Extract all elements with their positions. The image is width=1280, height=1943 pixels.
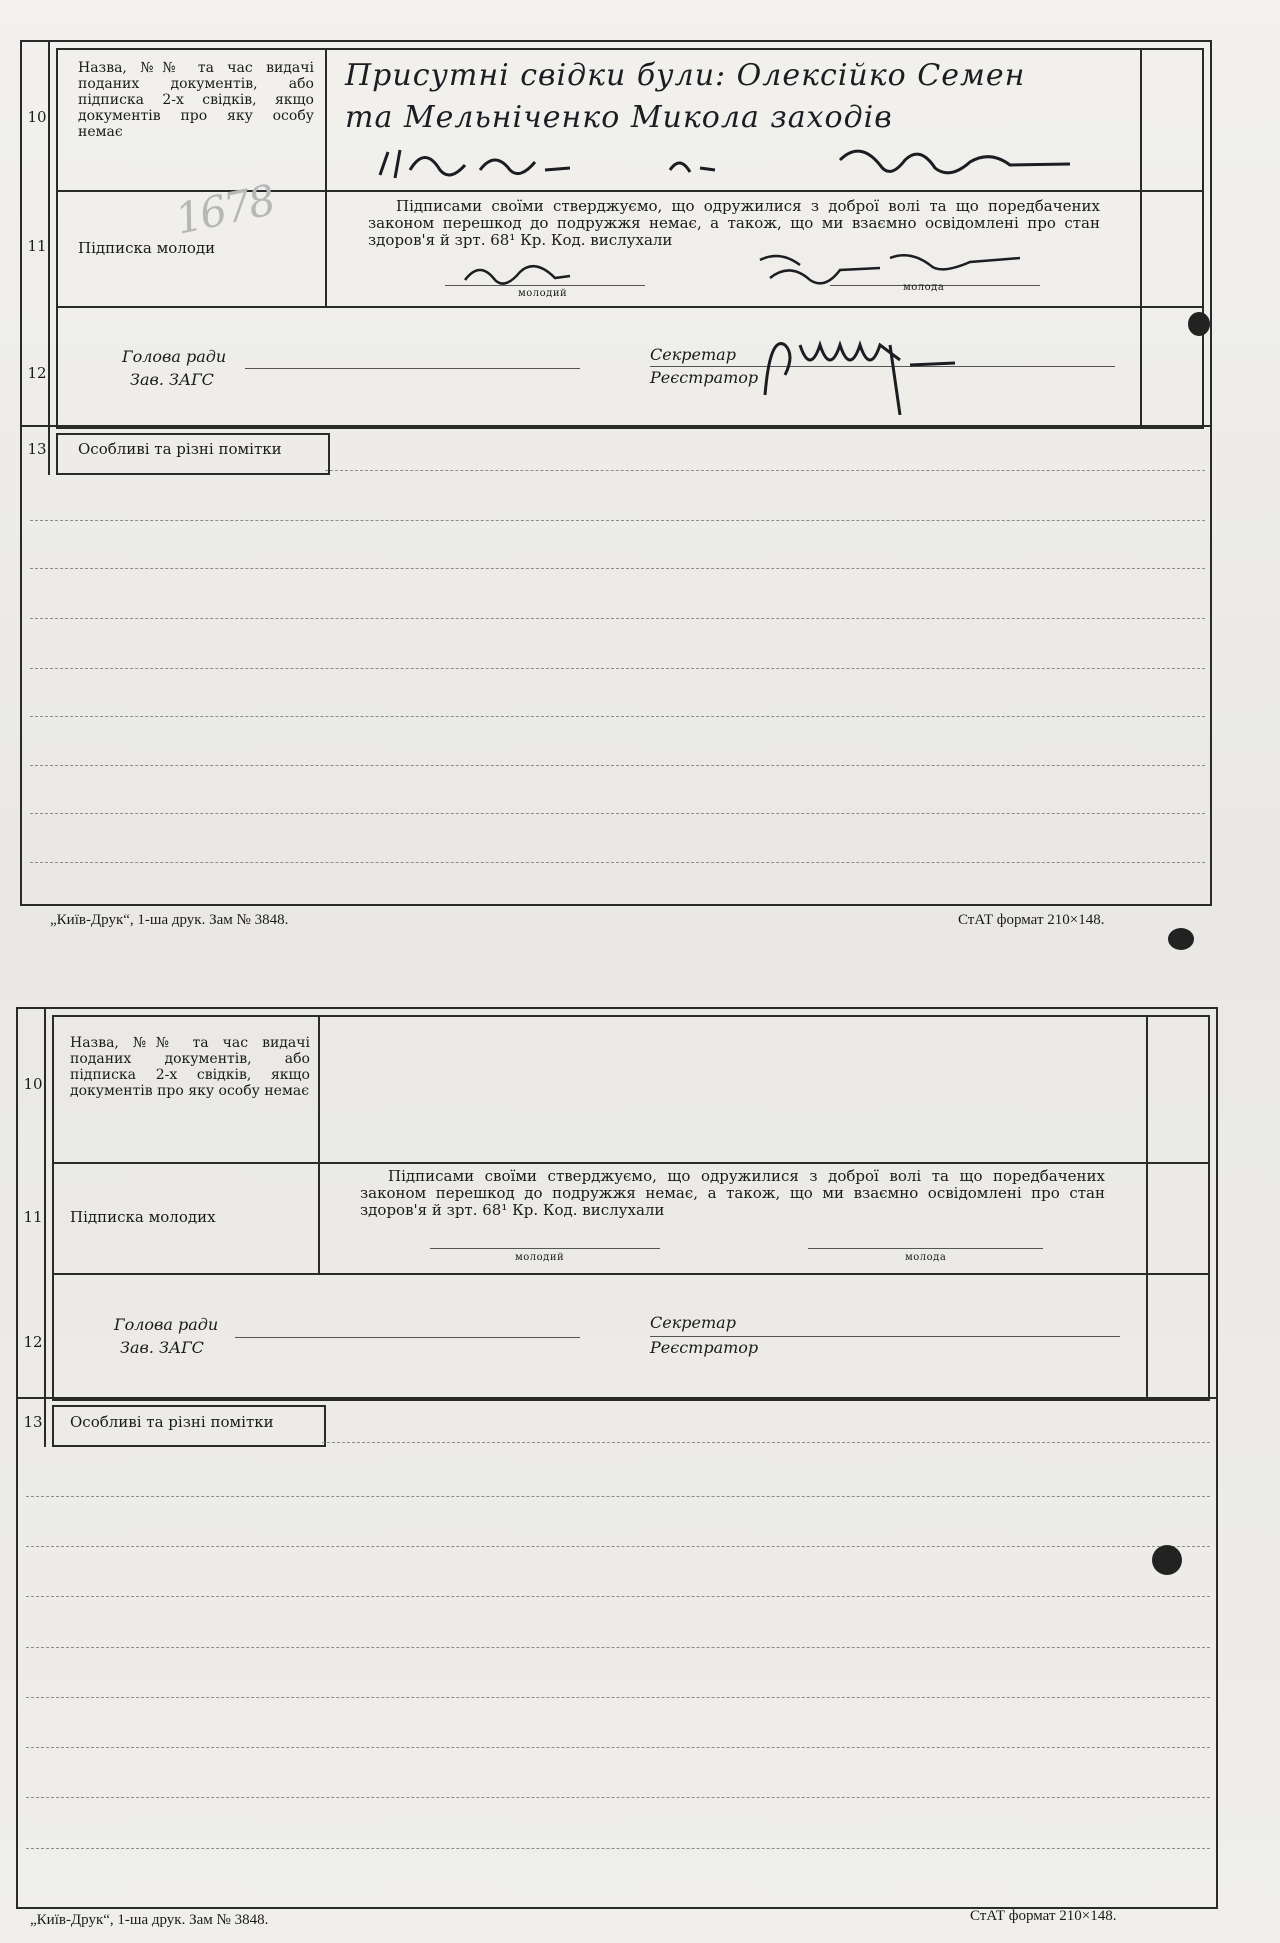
row-number-13: 13 xyxy=(27,440,47,458)
handwriting-line-2: та Мельніченко Микола заходів xyxy=(345,100,893,135)
bride-caption: молода xyxy=(903,282,945,293)
couple-signatures xyxy=(460,250,1060,300)
row-number-12: 12 xyxy=(27,364,47,382)
head-of-council-title: Голова ради xyxy=(122,347,227,366)
row-number-11: 11 xyxy=(27,237,47,255)
row11-statement-b: Підписами своїми стверджуємо, що одружилися з доброї волі та що поредбачених законом перешкод до подружжя немає, а також, що ми взаємно освідомлені про стан здоров'я й зрт. 68¹ Кр. Код. виcлухали xyxy=(360,1167,1105,1219)
registry-head-title-b: Зав. ЗАГС xyxy=(120,1338,204,1357)
row-number-10: 10 xyxy=(27,108,47,126)
format-footer-right: СтАТ формат 210×148. xyxy=(958,912,1105,928)
secretary-title-b: Секретар xyxy=(650,1313,736,1332)
row10-label: Назва, №№ та час видачі поданих документів, або підписка 2-х свідків, якщо документів про яку особу немає xyxy=(78,60,314,140)
row11-label-b: Підписка молодих xyxy=(70,1208,216,1226)
registrar-title: Реєстратор xyxy=(650,368,759,387)
binding-hole-1 xyxy=(1188,312,1210,336)
printer-footer-left-b: „Київ-Друк“, 1-ша друк. Зам № 3848. xyxy=(30,1912,269,1928)
printer-footer-left: „Київ-Друк“, 1-ша друк. Зам № 3848. xyxy=(50,912,289,928)
bride-caption-b: молода xyxy=(905,1252,947,1263)
faded-stamp-number: 1678 xyxy=(170,175,278,244)
row11-statement: Підписами своїми стверджуємо, що одружилися з доброї волі та що поредбачених законом перешкод до подружжя немає, а також, що ми взаємно освідомлені про стан здоров'я й зрт. 68¹ Кр. Код. вислухали xyxy=(368,197,1100,249)
registrar-title-b: Реєстратор xyxy=(650,1338,759,1357)
groom-caption: молодий xyxy=(518,288,568,299)
groom-caption-b: молодий xyxy=(515,1252,565,1263)
head-of-council-title-b: Голова ради xyxy=(114,1315,219,1334)
row10-label-b: Назва, №№ та час видачі поданих документів, або підписка 2-х свідків, якщо документів про яку особу немає xyxy=(70,1035,310,1099)
registrar-signature xyxy=(760,315,960,415)
handwriting-line-1: Присутні свідки були: Олексійко Семен xyxy=(345,58,1026,93)
binding-hole-2 xyxy=(1168,928,1194,950)
row-number-11-b: 11 xyxy=(23,1208,43,1226)
row-number-10-b: 10 xyxy=(23,1075,43,1093)
row13-label-b: Особливі та різні помітки xyxy=(70,1413,274,1431)
row-number-13-b: 13 xyxy=(23,1413,43,1431)
witness-signatures xyxy=(370,140,1090,190)
registry-head-title: Зав. ЗАГС xyxy=(130,370,214,389)
row11-label: Підписка молоди xyxy=(78,239,216,257)
row13-label: Особливі та різні помітки xyxy=(78,440,282,458)
secretary-title: Секретар xyxy=(650,345,736,364)
row-number-12-b: 12 xyxy=(23,1333,43,1351)
binding-hole-3 xyxy=(1152,1545,1182,1575)
format-footer-right-b: СтАТ формат 210×148. xyxy=(970,1908,1117,1924)
